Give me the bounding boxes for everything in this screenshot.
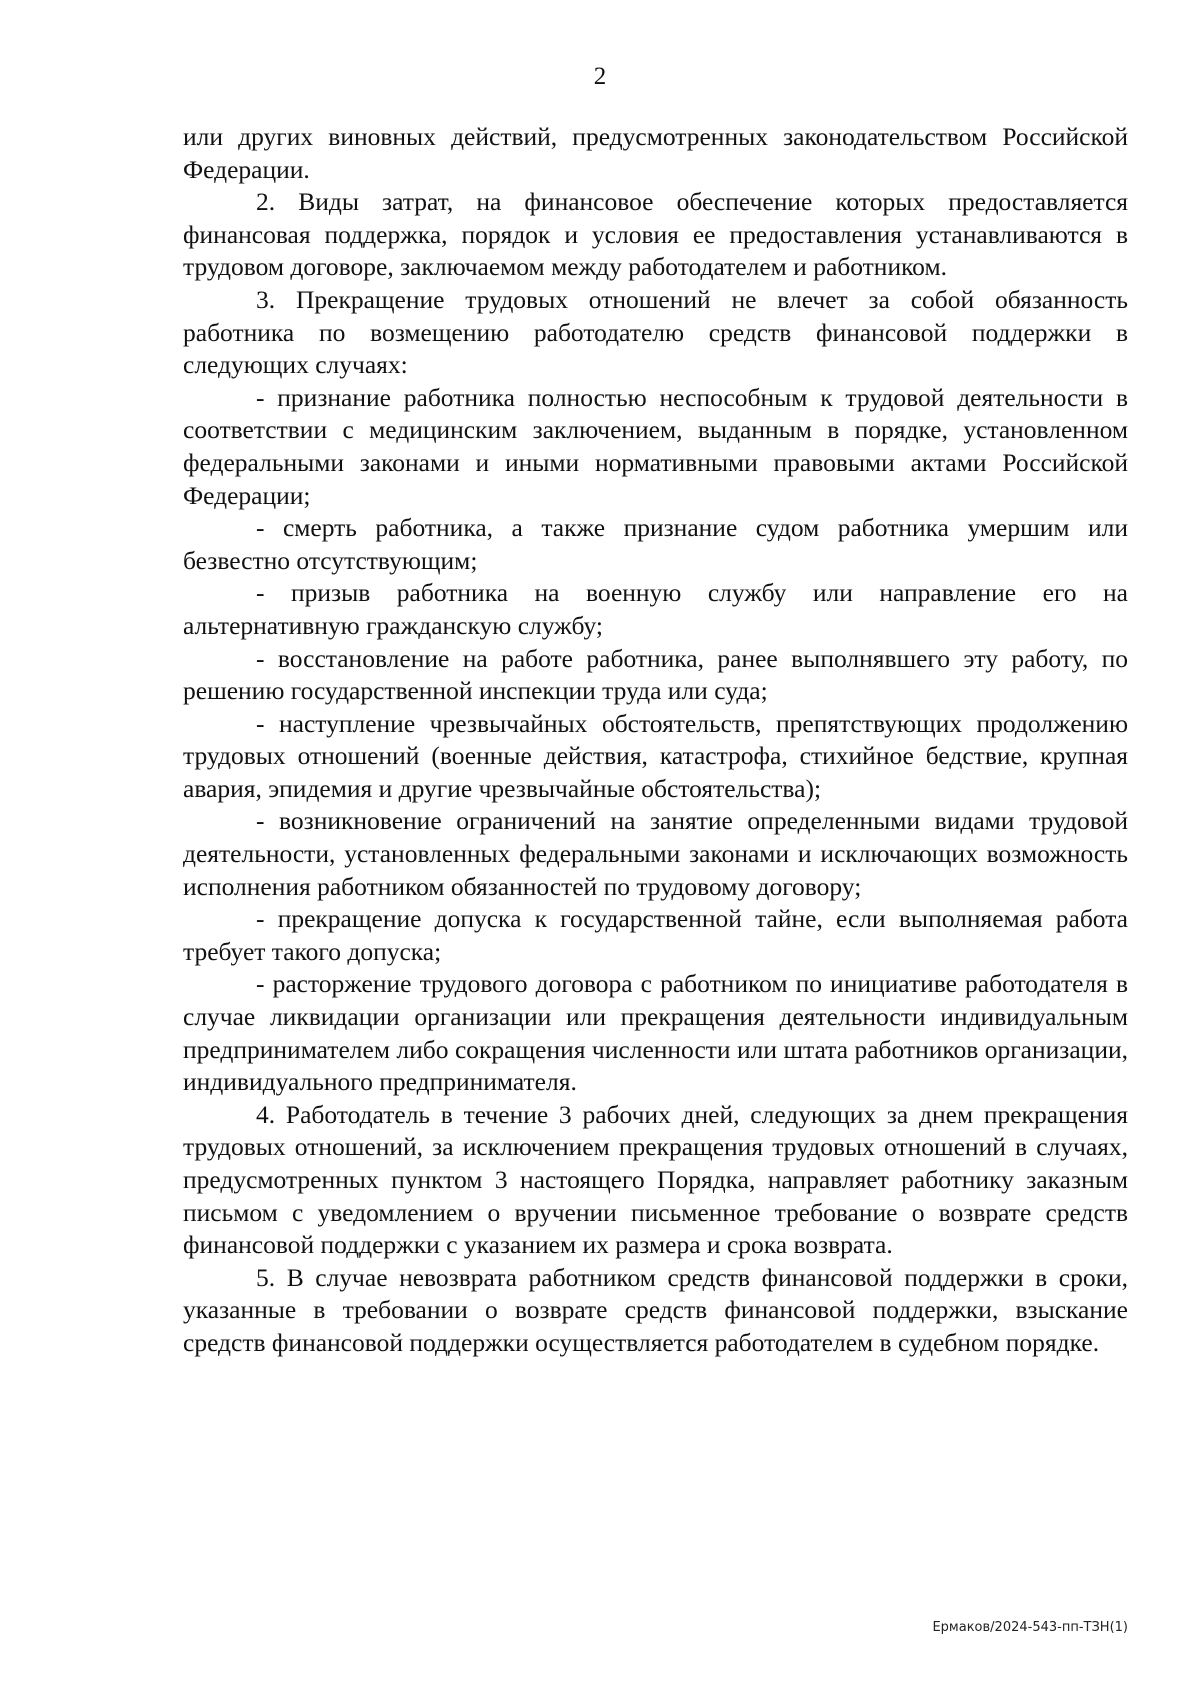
paragraph-continuation: или других виновных действий, предусмотренных законодательством Российской Федерации. [183, 122, 1128, 184]
list-item-reinstatement: - восстановление на работе работника, ранее выполнявшего эту работу, по решению государственной инспекции труда или суда; [183, 643, 1128, 706]
list-item-secret-clearance: - прекращение допуска к государственной тайне, если выполняемая работа требует такого допуска; [183, 904, 1128, 966]
document-registration-code: Ермаков/2024-543-пп-ТЗН(1) [932, 1620, 1128, 1635]
paragraph-item-3: 3. Прекращение трудовых отношений не влечет за собой обязанность работника по возмещению работодателю средств финансовой поддержки в следующих случаях: [183, 284, 1128, 380]
page-number: 2 [593, 63, 607, 90]
paragraph-item-2: 2. Виды затрат, на финансовое обеспечение которых предоставляется финансовая поддержка, порядок и условия ее предоставления устанавливаются в трудовом договоре, заключаемом между работодателем и работником. [183, 187, 1128, 282]
list-item-emergency: - наступление чрезвычайных обстоятельств, препятствующих продолжению трудовых отношений (военные действия, катастрофа, стихийное бедствие, крупная авария, эпидемия и другие чрезвычайные обстоятельства); [183, 708, 1128, 803]
list-item-military-service: - призыв работника на военную службу или направление его на альтернативную гражданскую службу; [183, 578, 1128, 640]
list-item-termination: - расторжение трудового договора с работником по инициативе работодателя в случае ликвидации организации или прекращения деятельности индивидуальным предпринимателем либо сокращения численности или штата работников организации, индивидуального предпринимателя. [183, 969, 1128, 1097]
document-body [183, 121, 1128, 1360]
list-item-incapacity: - признание работника полностью неспособным к трудовой деятельности в соответствии с медицинским заключением, выданным в порядке, установленном федеральными законами и иными нормативными правовыми актами Российской Федерации; [183, 382, 1128, 510]
paragraph-item-5: 5. В случае невозврата работником средств финансовой поддержки в сроки, указанные в требовании о возврате средств финансовой поддержки, взыскание средств финансовой поддержки осуществляется работодателем в судебном порядке. [183, 1262, 1128, 1357]
paragraph-item-4: 4. Работодатель в течение 3 рабочих дней, следующих за днем прекращения трудовых отношений, за исключением прекращения трудовых отношений в случаях, предусмотренных пунктом 3 настоящего Порядка, направляет работнику заказным письмом с уведомлением о вручении письменное требование о возврате средств финансовой поддержки с указанием их размера и срока возврата. [183, 1099, 1128, 1260]
list-item-death: - смерть работника, а также признание судом работника умершим или безвестно отсутствующим; [183, 513, 1128, 575]
list-item-restrictions: - возникновение ограничений на занятие определенными видами трудовой деятельности, установленных федеральными законами и исключающих возможность исполнения работником обязанностей по трудовому договору; [183, 806, 1128, 901]
